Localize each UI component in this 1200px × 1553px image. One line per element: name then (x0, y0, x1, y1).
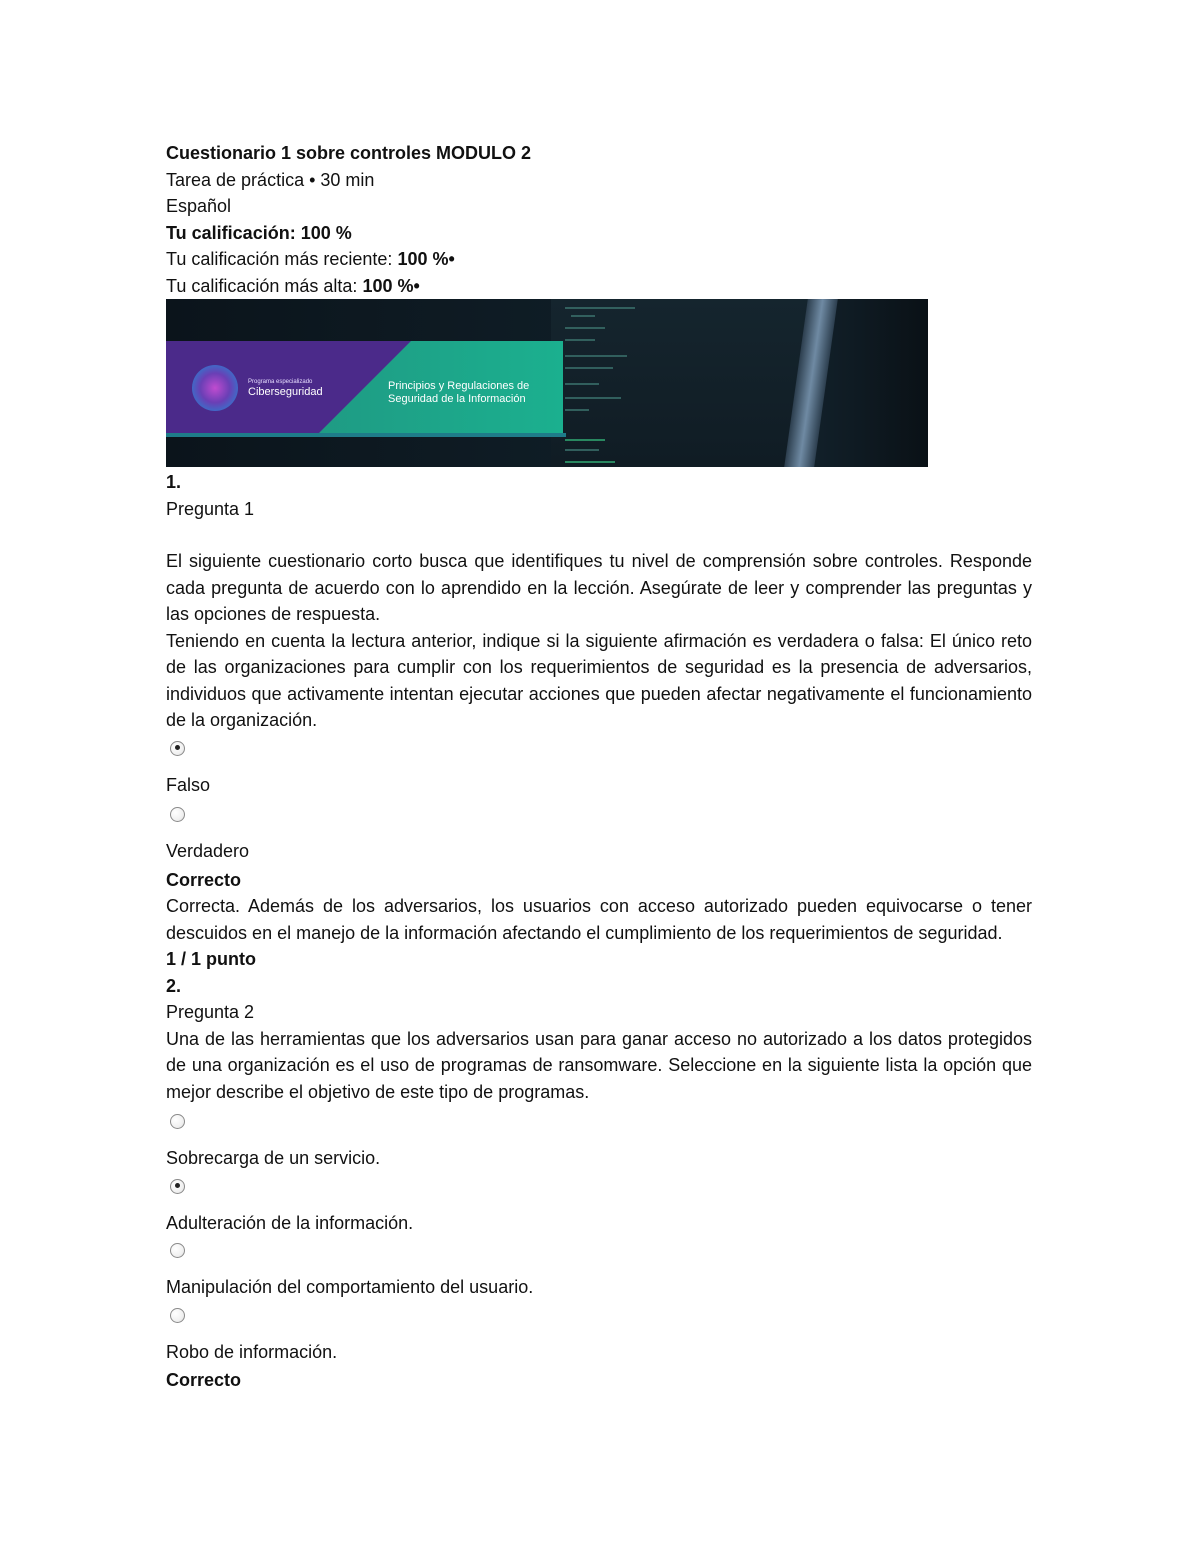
question-2 (166, 973, 1032, 1394)
radio-button[interactable] (170, 1243, 185, 1258)
question-intro: El siguiente cuestionario corto busca que identifiques tu nivel de comprensión sobre controles. Responde cada pregunta de acuerdo con lo aprendido en la lección. Asegúrate de leer y comprender las preguntas y las opciones de respuesta. (166, 551, 1032, 624)
grade-line (166, 220, 1032, 247)
language-label: Español (166, 196, 232, 216)
option-row (166, 1240, 1032, 1274)
question-number: 2. (166, 975, 182, 996)
cybersecurity-logo-icon (192, 365, 238, 411)
highest-grade-line (166, 273, 1032, 300)
banner-program-label: Programa especializado (248, 379, 313, 385)
banner-accent-line (166, 433, 566, 437)
option-label: Adulteración de la información. (166, 1212, 414, 1233)
grade-label: Tu calificación: (166, 222, 296, 243)
radio-button[interactable] (170, 1308, 185, 1323)
option-label: Falso (166, 774, 211, 795)
question-text: Una de las herramientas que los adversarios usan para ganar acceso no autorizado a los datos protegidos de una organización es el uso de programas de ransomware. Seleccione en la siguiente lista la opción que mejor describe el objetivo de este tipo de programas. (166, 1028, 1032, 1102)
option-label: Robo de información. (166, 1341, 338, 1362)
option-label: Sobrecarga de un servicio. (166, 1148, 381, 1168)
option-row (166, 804, 1032, 838)
recent-grade-line (166, 246, 1032, 273)
course-banner (166, 299, 928, 467)
question-number: 1. (166, 472, 182, 492)
document-page (166, 140, 1032, 1394)
recent-grade-label: Tu calificación más reciente: (166, 249, 393, 269)
question-text: Teniendo en cuenta la lectura anterior, indique si la siguiente afirmación es verdadera o falsa: El único reto de las organizaciones para cumplir con los requerimientos de seguridad es la presencia de adversarios, individuos que activamente intentan ejecutar acciones que pueden afectar negativamente el funcionamiento de la organización. (166, 630, 1032, 730)
score-label: 1 / 1 punto (166, 949, 256, 969)
radio-button[interactable] (170, 1114, 185, 1129)
banner-course-title (388, 380, 588, 406)
option-row (166, 1111, 1032, 1145)
option-label: Verdadero (166, 841, 250, 861)
question-1 (166, 469, 1032, 973)
recent-grade-value: 100 %• (397, 249, 455, 269)
radio-button-selected[interactable] (170, 741, 185, 756)
highest-grade-value: 100 %• (362, 275, 420, 296)
quiz-title: Cuestionario 1 sobre controles MODULO 2 (166, 143, 532, 163)
radio-button[interactable] (170, 807, 185, 822)
highest-grade-label: Tu calificación más alta: (166, 275, 358, 296)
option-row (166, 738, 1032, 772)
result-label: Correcto (166, 869, 242, 890)
option-row (166, 1305, 1032, 1339)
question-label: Pregunta 1 (166, 498, 255, 519)
option-row (166, 1176, 1032, 1210)
banner-brand: Ciberseguridad (248, 386, 323, 398)
feedback-text: Correcta. Además de los adversarios, los usuarios con acceso autorizado pueden equivocarse o tener descuidos en el manejo de la información afectando el cumplimiento de los requerimientos de seguridad. (166, 896, 1032, 943)
radio-button-selected[interactable] (170, 1179, 185, 1194)
option-label: Manipulación del comportamiento del usuario. (166, 1277, 534, 1297)
grade-value: 100 % (300, 222, 352, 243)
banner-title-line-1: Principios y Regulaciones de (388, 380, 530, 392)
banner-title-line-2: Seguridad de la Información (388, 393, 526, 405)
task-meta: Tarea de práctica • 30 min (166, 169, 375, 190)
result-label: Correcto (166, 1370, 242, 1390)
question-label: Pregunta 2 (166, 1002, 255, 1022)
